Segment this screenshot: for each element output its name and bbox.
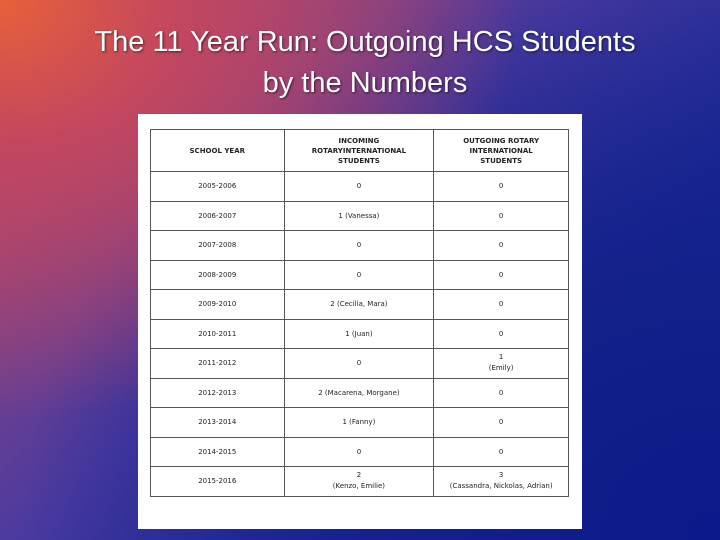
outgoing-cell: 0 (434, 231, 569, 261)
table-row (151, 290, 569, 320)
incoming-cell: 0 (284, 231, 434, 261)
incoming-cell: 0 (284, 437, 434, 467)
table-row (151, 437, 569, 467)
table-row (151, 408, 569, 438)
outgoing-count: 1 (498, 353, 504, 362)
incoming-cell: 0 (284, 260, 434, 290)
incoming-cell: 1 (Vanessa) (284, 201, 434, 231)
table-row (151, 260, 569, 290)
header-school-year: SCHOOL YEAR (151, 130, 285, 172)
year-cell: 2010-2011 (151, 319, 285, 349)
slide-title-line-1: The 11 Year Run: Outgoing HCS Students (94, 26, 636, 58)
header-incoming (284, 130, 434, 172)
incoming-cell: 1 (Fanny) (284, 408, 434, 438)
outgoing-names: (Emily) (488, 364, 514, 373)
table-row (151, 467, 569, 497)
header-outgoing-line-1: OUTGOING ROTARY (463, 136, 540, 145)
year-cell: 2013-2014 (151, 408, 285, 438)
outgoing-cell: 0 (434, 408, 569, 438)
outgoing-cell: 0 (434, 201, 569, 231)
outgoing-cell: 0 (434, 260, 569, 290)
slide-title-line-2: by the Numbers (262, 67, 468, 99)
incoming-cell: 2 (Cecilia, Mara) (284, 290, 434, 320)
incoming-cell: 0 (284, 349, 434, 379)
outgoing-cell: 0 (434, 290, 569, 320)
header-incoming-line-1: INCOMING (338, 136, 380, 145)
outgoing-cell (434, 467, 569, 497)
header-incoming-line-2: ROTARYINTERNATIONAL (311, 146, 407, 155)
table-row (151, 201, 569, 231)
incoming-names: (Kenzo, Emilie) (332, 482, 386, 491)
year-cell: 2007-2008 (151, 231, 285, 261)
year-cell: 2012-2013 (151, 378, 285, 408)
slide-title (0, 22, 720, 104)
table-header-row (151, 130, 569, 172)
outgoing-cell: 0 (434, 437, 569, 467)
year-cell: 2014-2015 (151, 437, 285, 467)
header-incoming-line-3: STUDENTS (338, 156, 380, 165)
year-cell: 2008-2009 (151, 260, 285, 290)
incoming-cell: 0 (284, 172, 434, 202)
outgoing-cell (434, 349, 569, 379)
outgoing-cell: 0 (434, 172, 569, 202)
header-outgoing-line-3: STUDENTS (480, 156, 523, 165)
incoming-count: 2 (356, 471, 362, 480)
incoming-cell (284, 467, 434, 497)
incoming-cell: 1 (Juan) (284, 319, 434, 349)
incoming-cell: 2 (Macarena, Morgane) (284, 378, 434, 408)
scanned-table-image (138, 114, 582, 529)
table-row (151, 349, 569, 379)
table-row (151, 172, 569, 202)
outgoing-cell: 0 (434, 378, 569, 408)
year-cell: 2015-2016 (151, 467, 285, 497)
outgoing-cell: 0 (434, 319, 569, 349)
year-cell: 2005-2006 (151, 172, 285, 202)
header-outgoing-line-2: INTERNATIONAL (469, 146, 533, 155)
year-cell: 2009-2010 (151, 290, 285, 320)
header-outgoing (434, 130, 569, 172)
table-row (151, 319, 569, 349)
year-cell: 2011-2012 (151, 349, 285, 379)
outgoing-names: (Cassandra, Nickolas, Adrian) (449, 482, 553, 491)
year-cell: 2006-2007 (151, 201, 285, 231)
table-row (151, 231, 569, 261)
table-row (151, 378, 569, 408)
exchange-students-table (150, 129, 569, 497)
outgoing-count: 3 (498, 471, 504, 480)
